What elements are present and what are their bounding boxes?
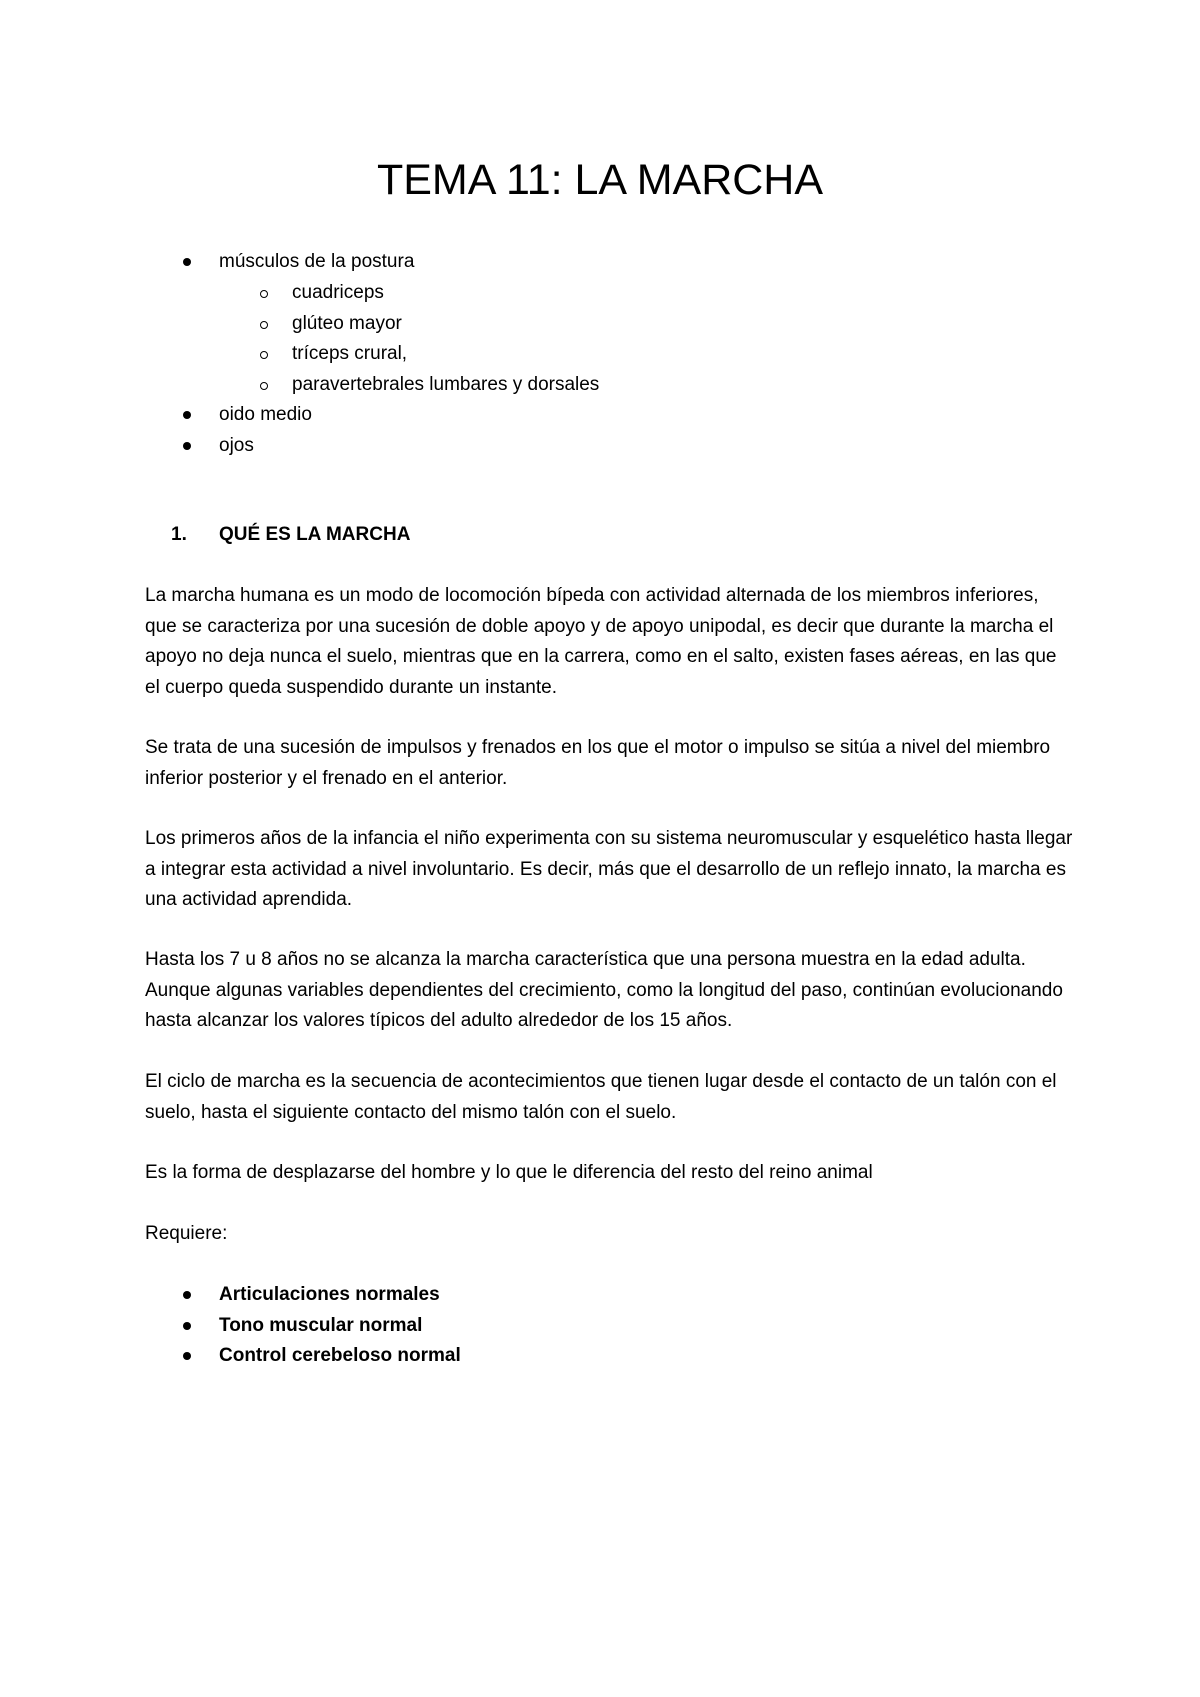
bullet-circle-icon: [260, 290, 268, 298]
list-item-text: Control cerebeloso normal: [219, 1345, 461, 1366]
paragraph: Hasta los 7 u 8 años no se alcanza la marcha característica que una persona muestra en la edad adulta. Aunque algunas variables dependientes del crecimiento, como la longitud del paso, continúan evolucionando hasta alcanzar los valores típicos del adulto alrededor de los 15 años.: [145, 949, 1063, 1031]
paragraph: Los primeros años de la infancia el niño experimenta con su sistema neuromuscular y esquelético hasta llegar a integrar esta actividad a nivel involuntario. Es decir, más que el desarrollo de un reflejo innato, la marcha es una actividad aprendida.: [145, 828, 1073, 910]
paragraph: Se trata de una sucesión de impulsos y frenados en los que el motor o impulso se sitúa a nivel del miembro inferior posterior y el frenado en el anterior.: [145, 737, 1051, 789]
bullet-circle-icon: [260, 382, 268, 390]
paragraph: El ciclo de marcha es la secuencia de acontecimientos que tienen lugar desde el contacto de un talón con el suelo, hasta el siguiente contacto del mismo talón con el suelo.: [145, 1071, 1057, 1123]
list-item-text: Articulaciones normales: [219, 1284, 440, 1305]
section-number: 1.: [171, 524, 187, 545]
bullet-dot-icon: [183, 1352, 191, 1360]
list-item: [292, 339, 599, 370]
paragraph: Requiere:: [145, 1223, 228, 1244]
section-heading: QUÉ ES LA MARCHA: [219, 524, 411, 545]
requirements-list: [219, 1280, 461, 1372]
list-item-text: paravertebrales lumbares y dorsales: [292, 373, 600, 395]
list-item: [292, 309, 599, 340]
bullet-circle-icon: [260, 351, 268, 359]
list-item-text: cuadriceps: [292, 282, 384, 303]
list-item-text: oido medio: [219, 404, 312, 425]
list-item: [219, 247, 414, 278]
bullet-dot-icon: [183, 258, 191, 266]
bullet-dot-icon: [183, 411, 191, 419]
bullet-dot-icon: [183, 1291, 191, 1299]
list-item: [292, 278, 599, 309]
list-item-text: glúteo mayor: [292, 312, 402, 334]
list-item-text: Tono muscular normal: [219, 1314, 423, 1336]
list-item: [219, 1280, 461, 1311]
bullet-circle-icon: [260, 321, 268, 329]
paragraph: Es la forma de desplazarse del hombre y lo que le diferencia del resto del reino animal: [145, 1162, 873, 1183]
list-item-text: tríceps crural,: [292, 343, 408, 364]
paragraph: La marcha humana es un modo de locomoción bípeda con actividad alternada de los miembros inferiores, que se caracteriza por una sucesión de doble apoyo y de apoyo unipodal, es decir que durante la marcha el apoyo no deja nunca el suelo, mientras que en la carrera, como en el salto, existen fases aéreas, en las que el cuerpo queda suspendido durante un instante.: [145, 585, 1057, 698]
intro-list-continued: [219, 400, 312, 461]
bullet-dot-icon: [183, 442, 191, 450]
list-item: [219, 1311, 461, 1342]
intro-list: [219, 247, 414, 278]
list-item-text: ojos: [219, 434, 254, 456]
list-item-text: músculos de la postura: [219, 251, 415, 272]
list-item: [292, 370, 599, 401]
page-title: TEMA 11: LA MARCHA: [376, 156, 824, 204]
bullet-dot-icon: [183, 1322, 191, 1330]
list-item: [219, 400, 312, 431]
list-item: [219, 1341, 461, 1372]
list-item: [219, 431, 312, 462]
intro-sublist: [292, 278, 599, 400]
